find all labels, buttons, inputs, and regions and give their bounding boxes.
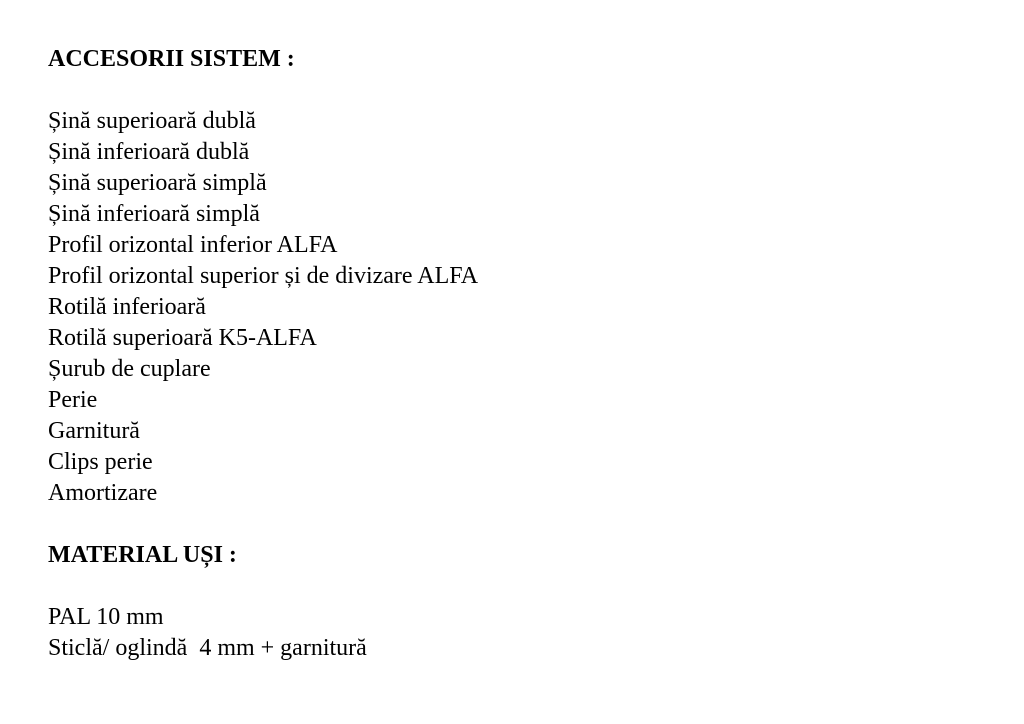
section-accesorii-sistem [48,44,988,509]
spacer [48,571,988,602]
section-heading: MATERIAL UȘI : [48,542,237,568]
materials-list [48,602,988,664]
list-item: Șină inferioară simplă [48,201,260,227]
spacer [48,75,988,106]
list-item: Amortizare [48,480,158,506]
list-item: Rotilă superioară K5-ALFA [48,325,317,351]
list-item: Șurub de cuplare [48,356,211,382]
list-item: Rotilă inferioară [48,294,206,320]
accessories-list [48,106,988,509]
list-item: Perie [48,387,98,413]
list-item: Profil orizontal superior și de divizare ALFA [48,263,479,289]
list-item: Garnitură [48,418,140,444]
list-item: Șină superioară simplă [48,170,267,196]
list-item: Clips perie [48,449,153,475]
list-item: Șină superioară dublă [48,108,256,134]
list-item: Sticlă/ oglindă 4 mm + garnitură [48,635,367,661]
list-item: PAL 10 mm [48,604,164,630]
spacer [48,509,988,540]
list-item: Șină inferioară dublă [48,139,250,165]
list-item: Profil orizontal inferior ALFA [48,232,338,258]
document-page [48,44,988,664]
section-heading: ACCESORII SISTEM : [48,46,295,72]
section-material-usi [48,540,988,664]
